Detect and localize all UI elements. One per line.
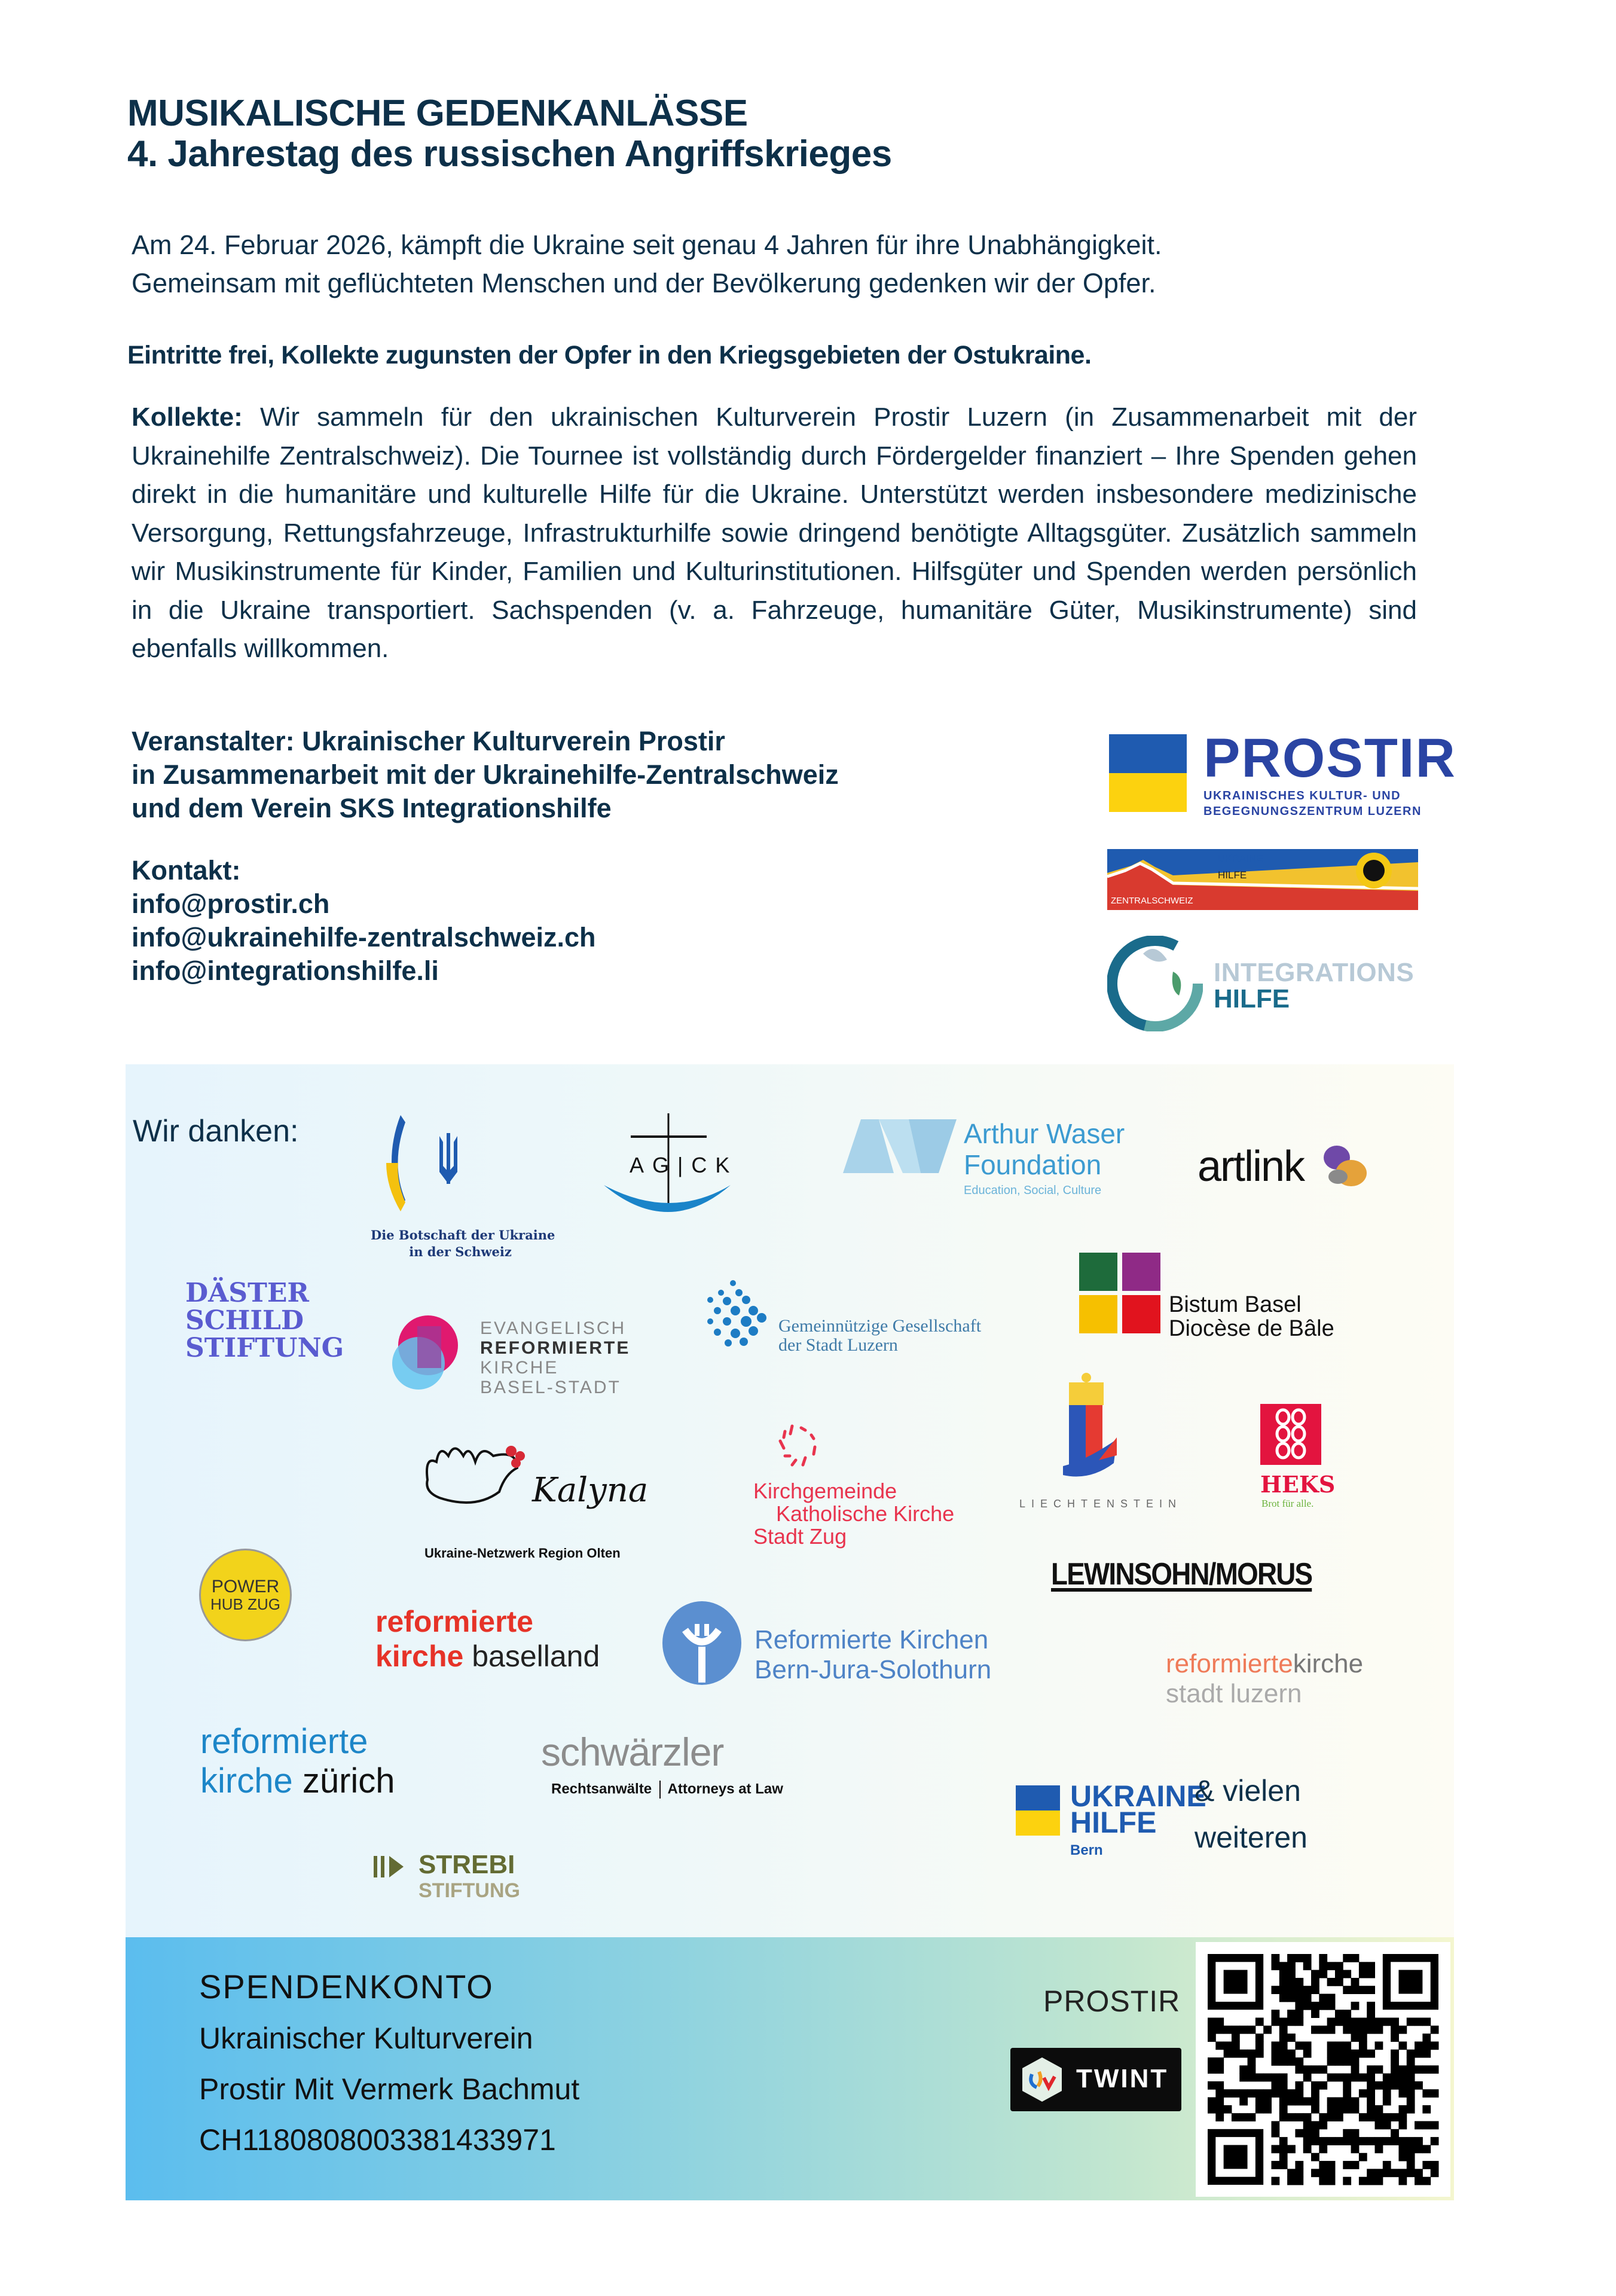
qr-finder-pattern — [1224, 2145, 1248, 2169]
erk-basel-logo-text — [480, 1318, 630, 1397]
page-title — [127, 93, 892, 175]
donation-qr-code[interactable] — [1196, 1942, 1450, 2197]
prostir-logo-name: PROSTIR — [1203, 728, 1456, 789]
daester-schild-logo — [185, 1280, 344, 1362]
embassy-line-1: Die Botschaft der Ukraine — [371, 1228, 555, 1242]
embassy-logo-text — [371, 1227, 555, 1260]
prostir-sub-line-1: UKRAINISCHES KULTUR- UND — [1203, 789, 1401, 802]
intro-text — [132, 226, 1447, 303]
agck-logo-text: AG|CK — [630, 1153, 738, 1177]
kirchgemeinde-zug-logo-text — [753, 1480, 954, 1548]
schwaerzler-logo-tagline — [551, 1781, 783, 1799]
ukrainehilfe-bern-line-1: UKRAINE — [1070, 1779, 1206, 1813]
ukrainehilfe-bern-line-2: HILFE — [1070, 1806, 1157, 1839]
rk-luzern-line-2: stadt luzern — [1166, 1679, 1302, 1708]
contact-label: Kontakt: — [132, 855, 241, 886]
erk-basel-line-1: EVANGELISCH — [480, 1318, 627, 1338]
organizer-line-1: Veranstalter: Ukrainischer Kulturverein Prostir — [132, 726, 725, 756]
rk-luzern-line-1a: reformierte — [1166, 1649, 1293, 1678]
donation-account-holder-1: Ukrainischer Kulturverein — [199, 2022, 533, 2055]
prostir-sub-line-2: BEGEGNUNGSZENTRUM LUZERN — [1203, 805, 1422, 818]
organizer-line-3: und dem Verein SKS Integrationshilfe — [132, 793, 612, 823]
kalyna-logo-name: Kalyna — [532, 1471, 649, 1510]
ggl-logo-text — [778, 1317, 981, 1355]
contact-block — [132, 854, 596, 988]
qr-code-icon — [1196, 1942, 1450, 2197]
daester-line-1: DÄSTER — [185, 1278, 309, 1308]
donation-title: SPENDENKONTO — [199, 1968, 494, 2005]
refbejuso-line-1: Reformierte Kirchen — [754, 1625, 989, 1654]
bistum-line-2: Diocèse de Bâle — [1169, 1316, 1334, 1341]
artlink-art-icon — [1320, 1142, 1368, 1190]
title-line-2: 4. Jahrestag des russischen Angriffskrieges — [127, 133, 892, 175]
more-line-1: & vielen — [1195, 1774, 1301, 1808]
schwaerzler-tagline-right: Attorneys at Law — [667, 1781, 783, 1797]
qr-finder-pattern — [1398, 1970, 1422, 1994]
heks-logo-name: HEKS — [1260, 1471, 1336, 1498]
kollekte-paragraph — [132, 398, 1417, 668]
more-line-2: weiteren — [1195, 1821, 1308, 1854]
strebi-logo-text — [418, 1852, 520, 1903]
daester-line-3: STIFTUNG — [185, 1333, 344, 1363]
arthur-waser-tagline: Education, Social, Culture — [964, 1184, 1102, 1197]
bistum-line-1: Bistum Basel — [1169, 1292, 1302, 1317]
lewinsohn-morus-logo: LEWINSOHN/MORUS — [1051, 1557, 1312, 1592]
heks-wheat-icon — [1260, 1404, 1321, 1465]
strebi-line-2: STIFTUNG — [418, 1879, 520, 1902]
donation-iban[interactable]: CH1180808003381433971 — [199, 2123, 556, 2157]
ggl-line-2: der Stadt Luzern — [778, 1335, 898, 1355]
kalyna-logo-subtitle: Ukraine-Netzwerk Region Olten — [424, 1546, 621, 1561]
contact-email-integrationshilfe[interactable]: info@integrationshilfe.li — [132, 955, 439, 986]
rk-baselland-logo — [375, 1604, 600, 1674]
kollekte-text: Wir sammeln für den ukrainischen Kulturverein Prostir Luzern (in Zusammenarbeit mit der Ukrainehilfe Zentralschweiz). Die Tournee ist vollständig durch Fördergelder finanziert – Ihre Spenden gehen direkt in die humanitäre und kulturelle Hilfe für die Ukraine. Unterstützt werden insbesondere medizinische Versorgung, Rettungsfahrzeuge, Infrastrukturhilfe sowie dringend benötigte Alltagsgüter. Zusätzlich sammeln wir Musikinstrumente für Kinder, Familien und Kulturinstitutionen. Hilfsgüter und Spenden werden persönlich in die Ukraine transportiert. Sachspenden (v. a. Fahrzeuge, humanitäre Güter, Musikinstrumente) sind ebenfalls willkommen. — [132, 402, 1417, 663]
liechtenstein-logo-text: LIECHTENSTEIN — [1019, 1498, 1183, 1510]
bistum-basel-logo-text — [1169, 1293, 1334, 1341]
kirchgemeinde-zug-line-1: Kirchgemeinde — [753, 1479, 897, 1503]
rk-luzern-line-1b: kirche — [1293, 1649, 1364, 1678]
organizer-line-2: in Zusammenarbeit mit der Ukrainehilfe-Zentralschweiz — [132, 759, 839, 790]
rk-zuerich-line-2b: zürich — [302, 1761, 395, 1800]
rk-baselland-line-1: reformierte — [375, 1605, 533, 1638]
kalyna-dove-hand-icon — [421, 1444, 529, 1516]
prostir-flag-icon — [1109, 734, 1187, 812]
refbejuso-line-2: Bern-Jura-Solothurn — [754, 1655, 992, 1684]
erk-basel-line-2: REFORMIERTE — [480, 1338, 631, 1358]
rk-zuerich-line-2a: kirche — [200, 1761, 293, 1800]
ukrainehilfe-bern-flag-icon — [1016, 1785, 1060, 1836]
bistum-basel-emblem-icon — [1079, 1253, 1160, 1336]
schwaerzler-logo-name: schwärzler — [541, 1730, 724, 1774]
prostir-logo-subtitle — [1203, 788, 1422, 819]
ggl-line-1: Gemeinnützige Gesellschaft — [778, 1316, 982, 1336]
contact-email-prostir[interactable]: info@prostir.ch — [132, 889, 330, 919]
integrationshilfe-line-2: HILFE — [1214, 984, 1290, 1013]
arthur-waser-line-1: Arthur Waser — [964, 1118, 1125, 1149]
embassy-line-2: in der Schweiz — [409, 1244, 512, 1259]
rk-zuerich-logo — [200, 1722, 395, 1801]
strebi-arrow-icon — [374, 1854, 411, 1883]
heks-tagline: Brot für alle. — [1261, 1498, 1314, 1509]
rk-luzern-logo — [1166, 1649, 1363, 1709]
kirchgemeinde-zug-line-3: Stadt Zug — [753, 1524, 847, 1549]
more-sponsors-note — [1195, 1767, 1308, 1861]
arthur-waser-line-2: Foundation — [964, 1149, 1102, 1180]
rk-baselland-line-2b: baselland — [472, 1639, 600, 1673]
erk-basel-emblem-icon — [387, 1314, 465, 1392]
qr-finder-pattern — [1224, 1970, 1248, 1994]
organizer-block — [132, 725, 839, 825]
ukrainehilfe-zs-line-3: ZENTRALSCHWEIZ — [1111, 896, 1193, 906]
artlink-logo-text: artlink — [1198, 1143, 1305, 1190]
intro-line-1: Am 24. Februar 2026, kämpft die Ukraine seit genau 4 Jahren für ihre Unabhängigkeit. — [132, 230, 1162, 260]
ukrainehilfe-bern-line-3: Bern — [1070, 1842, 1103, 1858]
power-hub-line-2: HUB ZUG — [210, 1595, 280, 1613]
power-hub-line-1: POWER — [211, 1576, 280, 1596]
kirchgemeinde-zug-line-2: Katholische Kirche — [776, 1501, 955, 1526]
integrationshilfe-line-1: INTEGRATIONS — [1214, 958, 1415, 987]
kirchgemeinde-zug-sun-icon — [774, 1423, 822, 1468]
ukrainehilfe-zs-line-2: HILFE — [1218, 869, 1247, 881]
arthur-waser-logo-text — [964, 1118, 1125, 1201]
integrationshilfe-hands-icon — [1107, 936, 1203, 1031]
twint-logo-icon — [1019, 2056, 1065, 2103]
schwaerzler-tagline-left: Rechtsanwälte — [551, 1781, 652, 1797]
embassy-trident-icon — [383, 1112, 478, 1214]
rk-zuerich-line-1: reformierte — [200, 1722, 368, 1761]
ukrainehilfe-zs-line-1: UKRAINE — [1218, 853, 1263, 864]
power-hub-zug-logo — [199, 1549, 292, 1641]
refbejuso-emblem-icon — [662, 1600, 746, 1687]
erk-basel-line-3: KIRCHE — [480, 1358, 559, 1378]
twint-label: TWINT — [1076, 2064, 1169, 2093]
intro-line-2: Gemeinsam mit geflüchteten Menschen und der Bevölkerung gedenken wir der Opfer. — [132, 268, 1156, 298]
daester-line-2: SCHILD — [185, 1305, 304, 1336]
refbejuso-logo-text — [754, 1625, 991, 1685]
ukrainehilfe-bern-logo-text — [1070, 1779, 1206, 1866]
ggl-dots-icon — [704, 1280, 770, 1348]
strebi-line-1: STREBI — [418, 1850, 515, 1879]
sponsors-heading: Wir danken: — [133, 1114, 299, 1149]
arthur-waser-aw-icon — [843, 1119, 957, 1173]
entry-note: Eintritte frei, Kollekte zugunsten der Opfer in den Kriegsgebieten der Ostukraine. — [127, 341, 1092, 370]
donation-account-holder-2: Prostir Mit Vermerk Bachmut — [199, 2072, 580, 2106]
liechtenstein-crown-l-icon — [1057, 1370, 1123, 1484]
qr-prostir-label: PROSTIR — [1043, 1984, 1181, 2018]
title-line-1: MUSIKALISCHE GEDENKANLÄSSE — [127, 93, 748, 134]
rk-baselland-line-2a: kirche — [375, 1639, 464, 1673]
kollekte-label: Kollekte: — [132, 402, 243, 432]
erk-basel-line-4: BASEL-STADT — [480, 1378, 621, 1397]
contact-email-ukrainehilfe[interactable]: info@ukrainehilfe-zentralschweiz.ch — [132, 922, 596, 952]
